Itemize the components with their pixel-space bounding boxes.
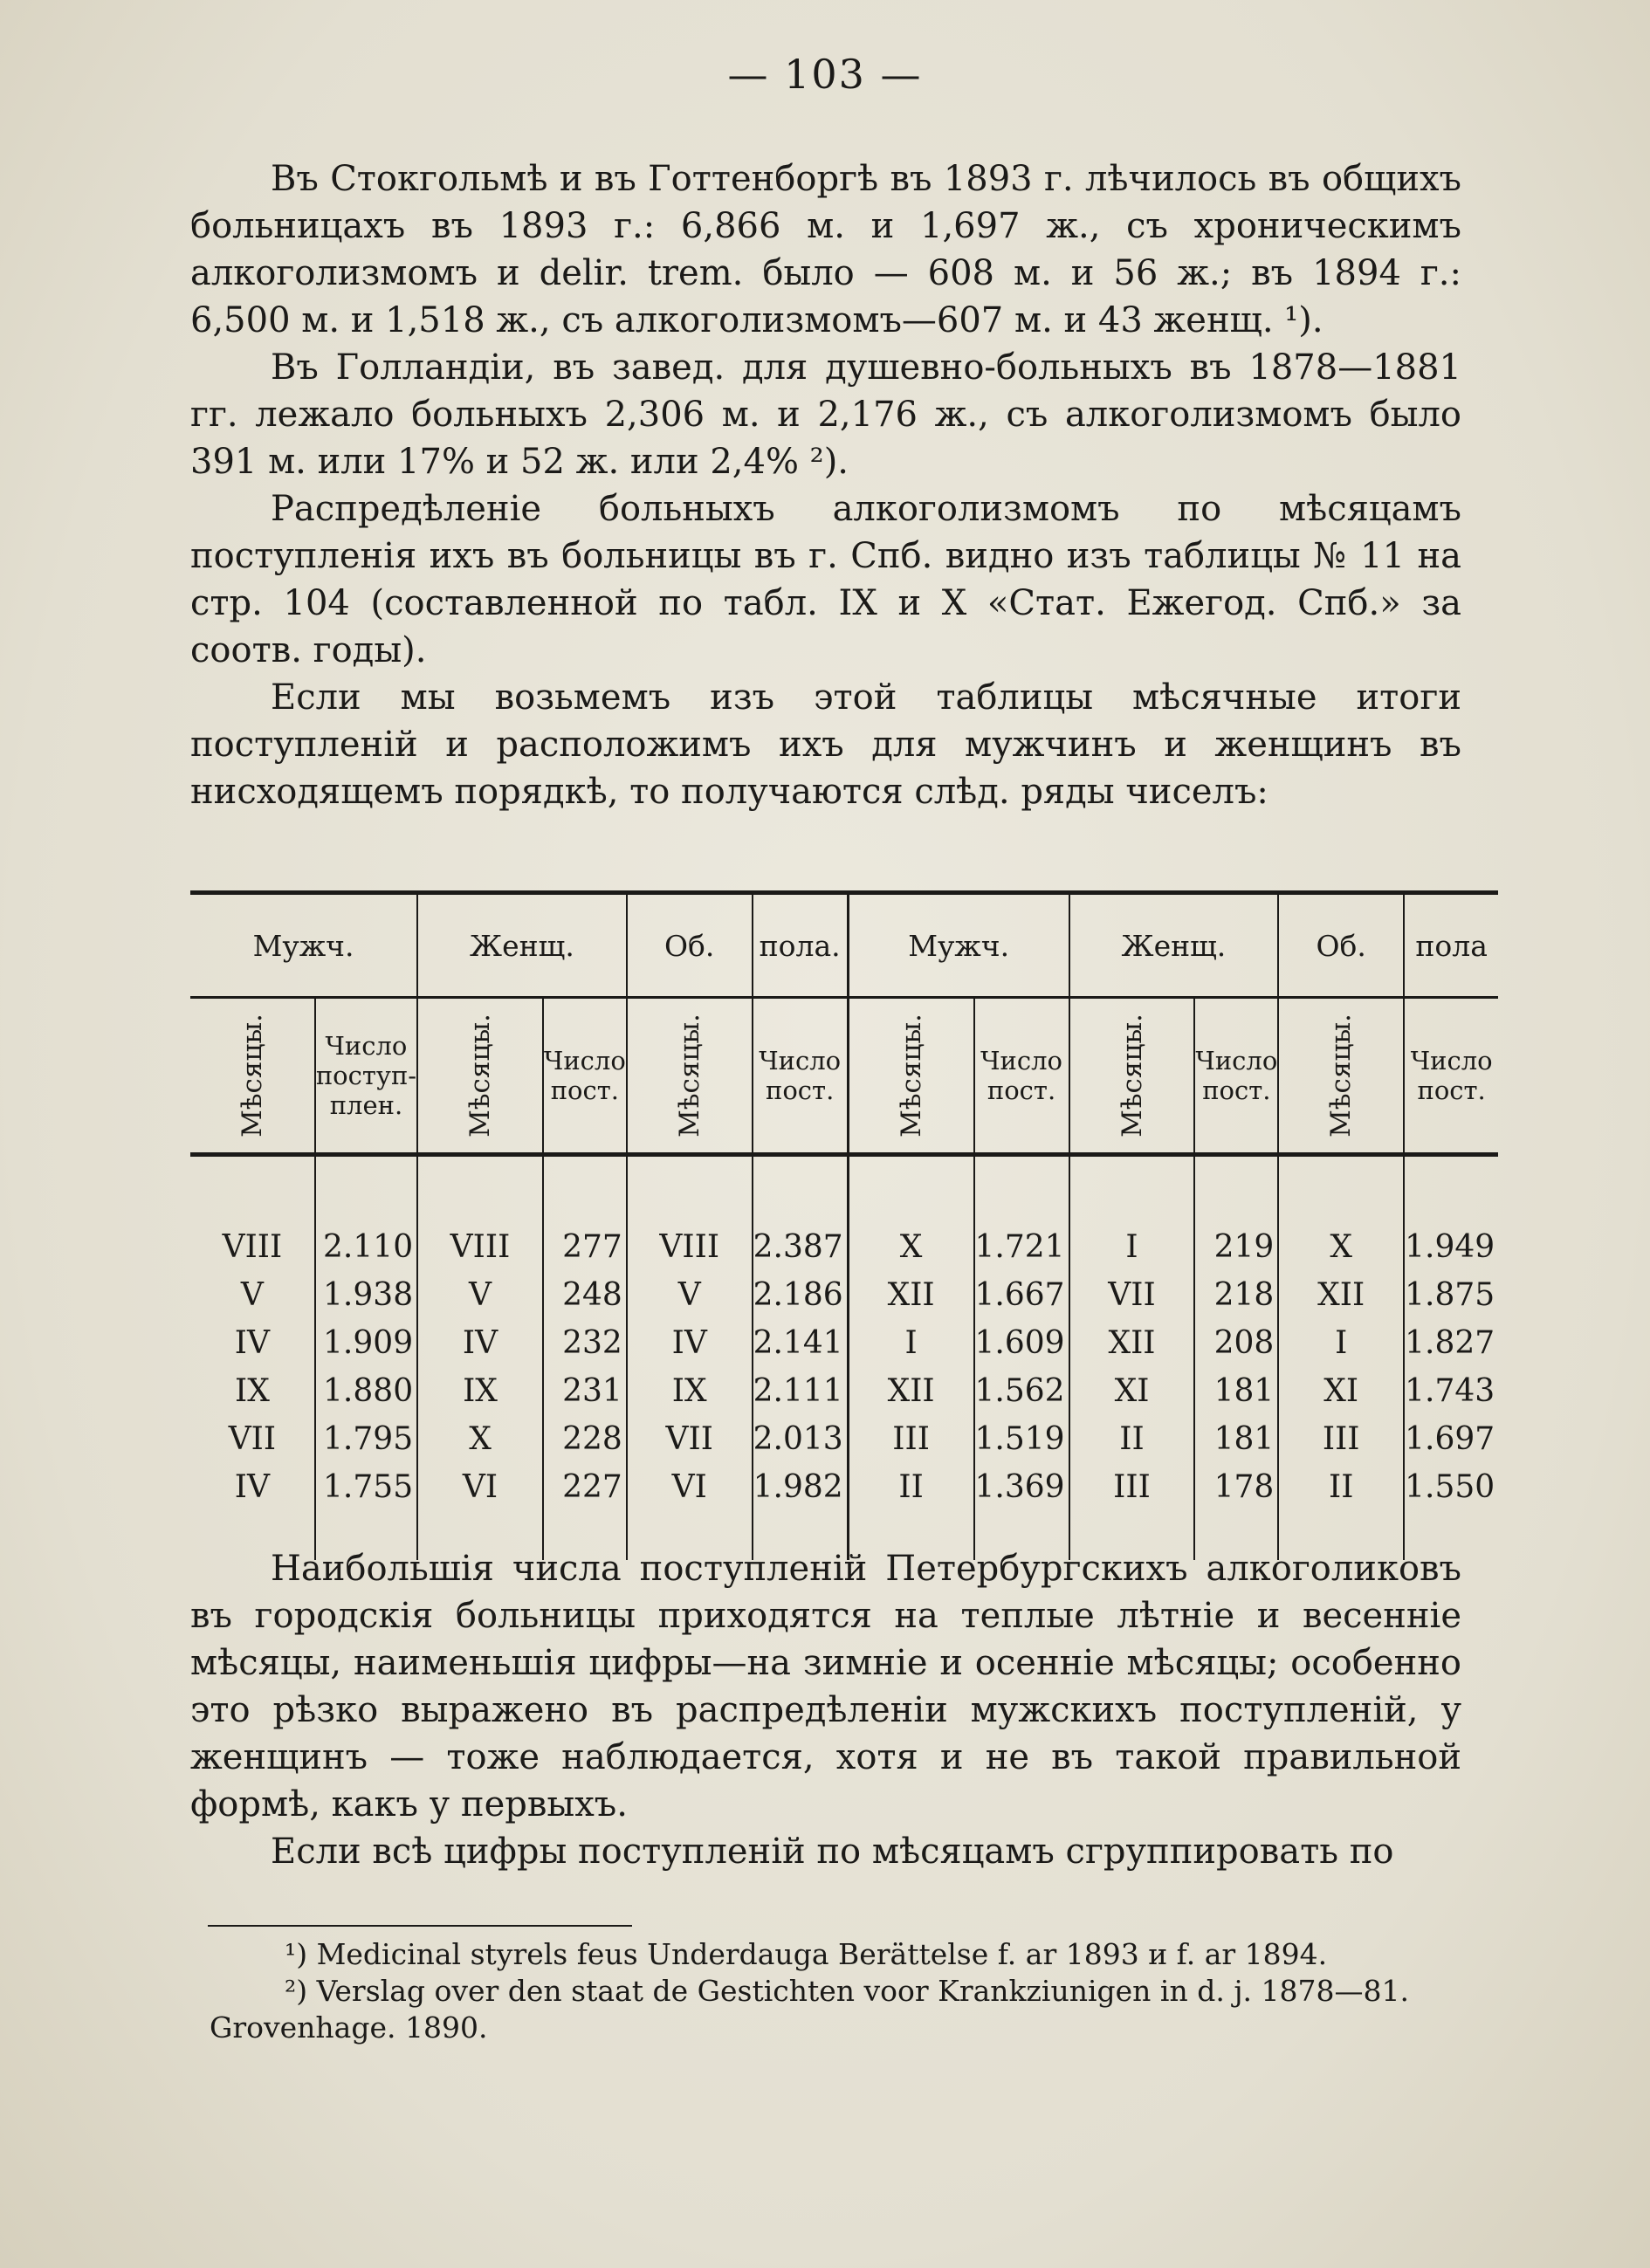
count-cell: 1.982 bbox=[753, 1463, 849, 1511]
month-cell: VI bbox=[627, 1463, 753, 1511]
month-cell: X bbox=[417, 1415, 543, 1463]
footnote-1: ¹) Medicinal styrels feus Underdauga Berättelse f. ar 1893 и f. ar 1894. bbox=[285, 1937, 1328, 1971]
table-row bbox=[190, 1271, 1498, 1319]
count-cell: 2.387 bbox=[753, 1223, 849, 1271]
table-row bbox=[190, 1463, 1498, 1511]
count-cell: 1.369 bbox=[974, 1463, 1069, 1511]
count-cell: 1.519 bbox=[974, 1415, 1069, 1463]
count-col-header: Число пост. bbox=[753, 998, 849, 1155]
count-cell: 1.795 bbox=[315, 1415, 417, 1463]
count-cell: 2.110 bbox=[315, 1223, 417, 1271]
group-header: Об. bbox=[1278, 893, 1404, 998]
paragraph-distribution: Распредѣленіе больныхъ алкоголизмомъ по мѣсяцамъ поступленія ихъ въ больницы въ г. Спб. видно изъ таблицы № 11 на стр. 104 (составленной по табл. IX и X «Стат. Ежегод. Спб.» за соотв. годы). bbox=[190, 489, 1461, 670]
count-cell: 181 bbox=[1194, 1415, 1278, 1463]
month-cell: IV bbox=[627, 1319, 753, 1367]
count-cell: 1.755 bbox=[315, 1463, 417, 1511]
count-cell: 2.013 bbox=[753, 1415, 849, 1463]
group-header: пола bbox=[1404, 893, 1498, 998]
count-cell: 1.827 bbox=[1405, 1325, 1495, 1361]
month-cell: V bbox=[627, 1271, 753, 1319]
footnote-2: ²) Verslag over den staat de Gestichten voor Krankziunigen in d. j. 1878—81. Grovenhage. 1890. bbox=[210, 1974, 1409, 2045]
count-cell: 277 bbox=[543, 1223, 627, 1271]
month-cell: IX bbox=[190, 1367, 315, 1415]
month-cell: IX bbox=[627, 1367, 753, 1415]
month-cell: VIII bbox=[190, 1223, 315, 1271]
body-text-bottom bbox=[190, 1545, 1461, 1875]
month-cell: VII bbox=[1069, 1271, 1195, 1319]
count-cell: 227 bbox=[543, 1463, 627, 1511]
count-col-header: Число пост. bbox=[974, 998, 1069, 1155]
month-cell: IV bbox=[417, 1319, 543, 1367]
group-header: пола. bbox=[753, 893, 849, 998]
paragraph-intro-table: Если мы возьмемъ изъ этой таблицы мѣсячные итоги поступленій и расположимъ ихъ для мужчинъ и женщинъ въ нисходящемъ порядкѣ, то получаются слѣд. ряды чиселъ: bbox=[190, 677, 1461, 812]
count-cell: 181 bbox=[1194, 1367, 1278, 1415]
group-header: Об. bbox=[627, 893, 753, 998]
table-row bbox=[190, 1223, 1498, 1271]
month-cell: VIII bbox=[417, 1223, 543, 1271]
month-cell: X bbox=[848, 1223, 973, 1271]
count-cell: 1.743 bbox=[1405, 1373, 1495, 1409]
count-cell: 1.938 bbox=[315, 1271, 417, 1319]
count-cell: 1.909 bbox=[315, 1319, 417, 1367]
month-cell: XII bbox=[1278, 1271, 1404, 1319]
month-cell: III bbox=[848, 1415, 973, 1463]
count-cell: 1.697 bbox=[1405, 1421, 1495, 1457]
footnotes bbox=[210, 1936, 1461, 2046]
count-cell: 1.609 bbox=[974, 1319, 1069, 1367]
count-cell: 2.186 bbox=[753, 1271, 849, 1319]
month-cell: I bbox=[1069, 1223, 1195, 1271]
month-col-header: Мѣсяцы. bbox=[1069, 998, 1195, 1155]
table-row bbox=[190, 1367, 1498, 1415]
month-cell: VI bbox=[417, 1463, 543, 1511]
count-cell: 1.721 bbox=[974, 1223, 1069, 1271]
group-header: Мужч. bbox=[848, 893, 1069, 998]
month-cell: V bbox=[190, 1271, 315, 1319]
count-col-header: Число пост. bbox=[1194, 998, 1278, 1155]
count-cell: 1.880 bbox=[315, 1367, 417, 1415]
count-col-header: Число поступ- плен. bbox=[315, 998, 417, 1155]
month-cell: XI bbox=[1069, 1367, 1195, 1415]
count-cell: 1.949 bbox=[1405, 1229, 1495, 1265]
paragraph-conclusion: Наибольшія числа поступленій Петербургскихъ алкоголиковъ въ городскія больницы приходятся на теплые лѣтніе и весенніе мѣсяцы, наименьшія цифры—на зимніе и осенніе мѣсяцы; особенно это рѣзко выражено въ распредѣленіи мужскихъ поступленій, у женщинъ — тоже наблюдается, хотя и не въ такой правильной формѣ, какъ у первыхъ. bbox=[190, 1549, 1461, 1825]
month-cell: II bbox=[1278, 1463, 1404, 1511]
paragraph-holland: Въ Голландіи, въ завед. для душевно-больныхъ въ 1878—1881 гг. лежало больныхъ 2,306 м. и 2,176 ж., съ алкоголизмомъ было 391 м. или 17% и 52 ж. или 2,4% ²). bbox=[190, 347, 1461, 482]
month-cell: I bbox=[848, 1319, 973, 1367]
month-cell: XII bbox=[1069, 1319, 1195, 1367]
month-col-header: Мѣсяцы. bbox=[627, 998, 753, 1155]
body-text-top bbox=[190, 155, 1461, 815]
count-cell: 178 bbox=[1194, 1463, 1278, 1511]
month-cell: II bbox=[848, 1463, 973, 1511]
month-cell: XII bbox=[848, 1367, 973, 1415]
month-cell: VII bbox=[627, 1415, 753, 1463]
table-group-header-row bbox=[190, 893, 1498, 998]
month-col-header: Мѣсяцы. bbox=[190, 998, 315, 1155]
table-row bbox=[190, 1319, 1498, 1367]
count-col-header: Число пост. bbox=[1404, 998, 1498, 1155]
count-cell: 2.141 bbox=[753, 1319, 849, 1367]
month-cell: III bbox=[1069, 1463, 1195, 1511]
table-row bbox=[190, 1415, 1498, 1463]
count-cell: 1.550 bbox=[1405, 1469, 1495, 1505]
count-cell: 2.111 bbox=[753, 1367, 849, 1415]
table-column-header-row bbox=[190, 998, 1498, 1155]
count-cell: 1.667 bbox=[974, 1271, 1069, 1319]
count-cell: 231 bbox=[543, 1367, 627, 1415]
month-cell: V bbox=[417, 1271, 543, 1319]
count-cell: 219 bbox=[1194, 1223, 1278, 1271]
month-col-header: Мѣсяцы. bbox=[1278, 998, 1404, 1155]
month-col-header: Мѣсяцы. bbox=[417, 998, 543, 1155]
count-cell: 208 bbox=[1194, 1319, 1278, 1367]
page-number: — 103 — bbox=[727, 51, 923, 98]
month-cell: IX bbox=[417, 1367, 543, 1415]
monthly-admissions-table bbox=[190, 890, 1498, 1560]
paragraph-stockholm: Въ Стокгольмѣ и въ Готтенборгѣ въ 1893 г. лѣчилось въ общихъ больницахъ въ 1893 г.: 6,866 м. и 1,697 ж., съ хроническимъ алкоголизмомъ и delir. trem. было — 608 м. и 56 ж.; въ 1894 г.: 6,500 м. и 1,518 ж., съ алкоголизмомъ—607 м. и 43 женщ. ¹). bbox=[190, 159, 1461, 340]
month-cell: IV bbox=[190, 1319, 315, 1367]
count-cell: 248 bbox=[543, 1271, 627, 1319]
group-header: Мужч. bbox=[190, 893, 417, 998]
month-cell: IV bbox=[190, 1463, 315, 1511]
count-cell: 232 bbox=[543, 1319, 627, 1367]
month-cell: II bbox=[1069, 1415, 1195, 1463]
count-col-header: Число пост. bbox=[543, 998, 627, 1155]
month-cell: VIII bbox=[627, 1223, 753, 1271]
table-spacer-row bbox=[190, 1155, 1498, 1224]
month-cell: VII bbox=[190, 1415, 315, 1463]
footnote-rule bbox=[208, 1925, 632, 1927]
month-cell: X bbox=[1278, 1223, 1404, 1271]
month-col-header: Мѣсяцы. bbox=[848, 998, 973, 1155]
group-header: Женщ. bbox=[417, 893, 627, 998]
group-header: Женщ. bbox=[1069, 893, 1279, 998]
month-cell: XI bbox=[1278, 1367, 1404, 1415]
paragraph-grouping: Если всѣ цифры поступленій по мѣсяцамъ сгруппировать по bbox=[271, 1832, 1394, 1872]
count-cell: 1.875 bbox=[1405, 1277, 1495, 1313]
month-cell: XII bbox=[848, 1271, 973, 1319]
count-cell: 228 bbox=[543, 1415, 627, 1463]
count-cell: 218 bbox=[1194, 1271, 1278, 1319]
count-cell: 1.562 bbox=[974, 1367, 1069, 1415]
month-cell: III bbox=[1278, 1415, 1404, 1463]
month-cell: I bbox=[1278, 1319, 1404, 1367]
